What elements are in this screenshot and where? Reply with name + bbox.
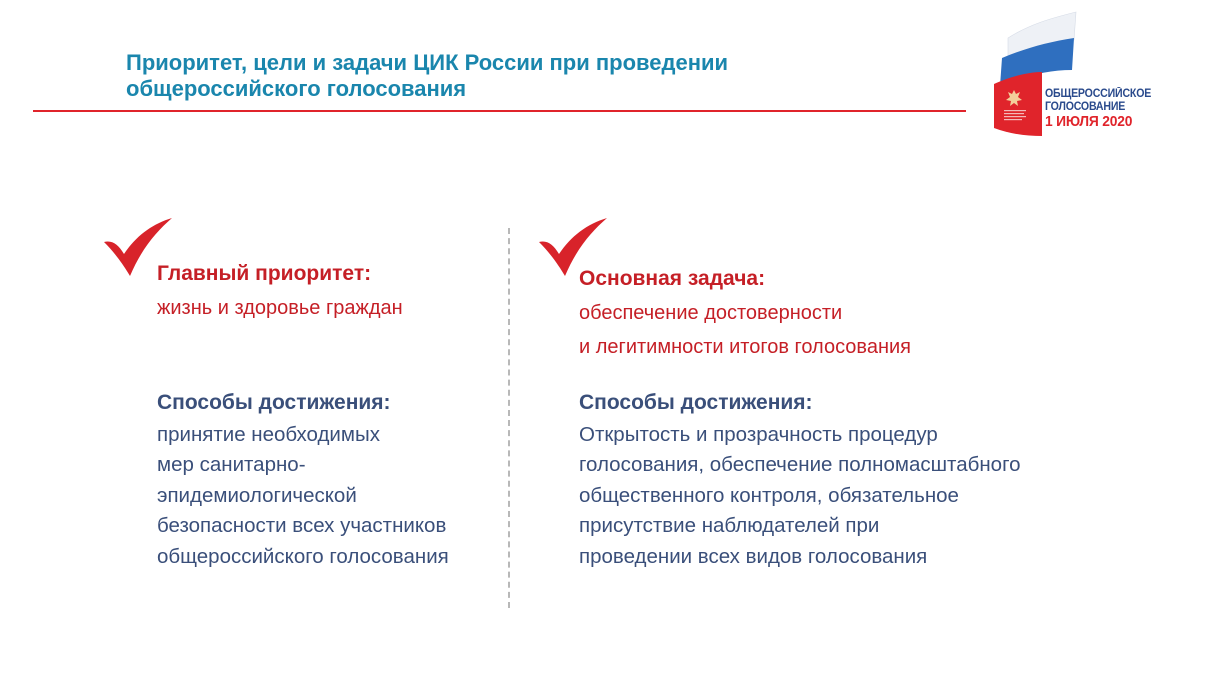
left-ways-line: эпидемиологической	[157, 483, 357, 507]
right-ways-line: голосования, обеспечение полномасштабного	[579, 453, 1021, 476]
left-priority-heading: Главный приоритет:	[157, 262, 372, 285]
right-ways-block	[579, 388, 1021, 572]
header-divider	[33, 110, 966, 112]
right-ways-heading: Способы достижения:	[579, 391, 813, 414]
page-title	[126, 50, 926, 102]
right-task-text-line-1: обеспечение достоверности	[579, 302, 843, 324]
page-title-line-1: Приоритет, цели и задачи ЦИК России при проведении	[126, 50, 729, 75]
left-priority-block	[157, 257, 403, 325]
right-task-heading: Основная задача:	[579, 267, 766, 290]
left-ways-heading: Способы достижения:	[157, 391, 391, 414]
logo-caption-line-1: ОБЩЕРОССИЙСКОЕ	[1045, 88, 1152, 100]
page-title-line-2: общероссийского голосования	[126, 76, 467, 101]
right-ways-line: общественного контроля, обязательное	[579, 483, 959, 507]
right-ways-line: проведении всех видов голосования	[579, 544, 928, 568]
left-ways-block	[157, 388, 449, 572]
right-task-block	[579, 262, 911, 364]
left-ways-line: принятие необходимых	[157, 422, 380, 446]
left-ways-line: безопасности всех участников	[157, 514, 447, 537]
left-priority-text: жизнь и здоровье граждан	[157, 297, 403, 319]
column-divider	[508, 228, 510, 608]
logo-flag-red	[994, 72, 1042, 136]
logo-caption-date: 1 ИЮЛЯ 2020	[1045, 113, 1133, 130]
logo-caption	[1045, 88, 1151, 130]
left-ways-line: общероссийского голосования	[157, 544, 449, 568]
left-ways-line: мер санитарно-	[157, 453, 306, 476]
right-ways-line: Открытость и прозрачность процедур	[579, 422, 938, 446]
right-task-text-line-2: и легитимности итогов голосования	[579, 336, 911, 358]
right-ways-line: присутствие наблюдателей при	[579, 514, 880, 537]
logo-caption-line-2: ГОЛОСОВАНИЕ	[1045, 101, 1126, 113]
